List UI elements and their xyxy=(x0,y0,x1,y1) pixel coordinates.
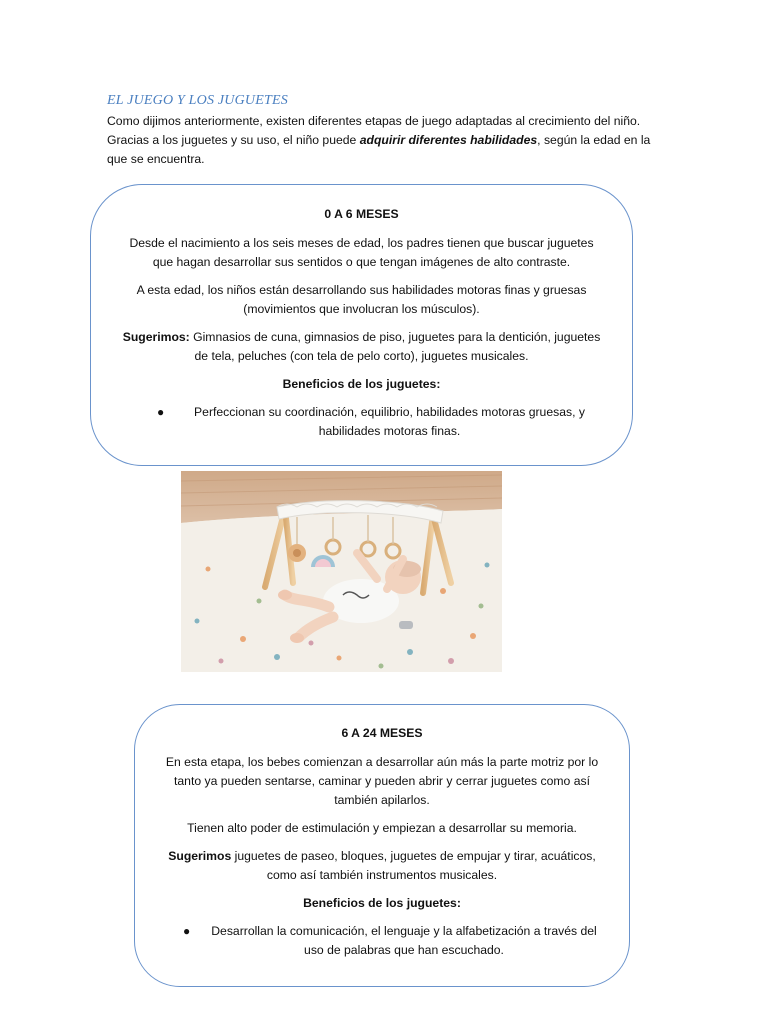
benefits-title: Beneficios de los juguetes: xyxy=(303,896,461,910)
suggestions-paragraph xyxy=(157,847,607,885)
baby-play-gym-photo xyxy=(181,471,502,672)
suggestions-text: Gimnasios de cuna, gimnasios de piso, juguetes para la dentición, juguetes de tela, peluches (con tela de pelo corto), juguetes musicales. xyxy=(189,330,601,363)
benefit-list-item xyxy=(119,403,604,441)
stage-box-6-24-months xyxy=(134,704,630,987)
baby-play-gym-illustration xyxy=(181,471,502,672)
benefit-text: Perfeccionan su coordinación, equilibrio, habilidades motoras gruesas, y habilidades motoras finas. xyxy=(194,405,585,438)
benefit-text: Desarrollan la comunicación, el lenguaje y la alfabetización a través del uso de palabras que han escuchado. xyxy=(211,924,597,957)
stage-paragraph: En esta etapa, los bebes comienzan a desarrollar aún más la parte motriz por lo tanto ya pueden sentarse, caminar y pueden abrir y cerrar juguetes como así también apilarlos. xyxy=(165,755,599,807)
stage-paragraph: A esta edad, los niños están desarrollando sus habilidades motoras finas y gruesas (movimientos que involucran los músculos). xyxy=(136,283,587,316)
suggestions-paragraph xyxy=(119,328,604,366)
bullet-icon: ● xyxy=(183,924,191,938)
benefit-list-item xyxy=(157,922,607,960)
stage-box-0-6-months xyxy=(90,184,633,466)
page-heading: EL JUEGO Y LOS JUGUETES xyxy=(107,93,288,108)
suggestions-label: Sugerimos xyxy=(168,849,232,863)
stage-title: 0 A 6 MESES xyxy=(324,207,399,221)
suggestions-text: juguetes de paseo, bloques, juguetes de empujar y tirar, acuáticos, como así también instrumentos musicales. xyxy=(231,849,596,882)
stage-paragraph: Desde el nacimiento a los seis meses de edad, los padres tienen que buscar juguetes que hagan desarrollar sus sentidos o que tengan imágenes de alto contraste. xyxy=(129,236,594,269)
stage-paragraph: Tienen alto poder de estimulación y empiezan a desarrollar su memoria. xyxy=(187,821,577,835)
intro-text-end: , según la edad en la que se encuentra. xyxy=(107,133,651,166)
suggestions-label: Sugerimos: xyxy=(122,330,190,344)
stage-title: 6 A 24 MESES xyxy=(341,726,423,740)
bullet-icon: ● xyxy=(157,405,165,419)
intro-emphasis: adquirir diferentes habilidades xyxy=(359,133,538,147)
intro-paragraph xyxy=(107,112,667,169)
intro-text: Como dijimos anteriormente, existen diferentes etapas de juego adaptadas al crecimiento del niño. Gracias a los juguetes y su uso, el niño puede xyxy=(107,114,641,147)
benefits-title: Beneficios de los juguetes: xyxy=(282,377,441,391)
